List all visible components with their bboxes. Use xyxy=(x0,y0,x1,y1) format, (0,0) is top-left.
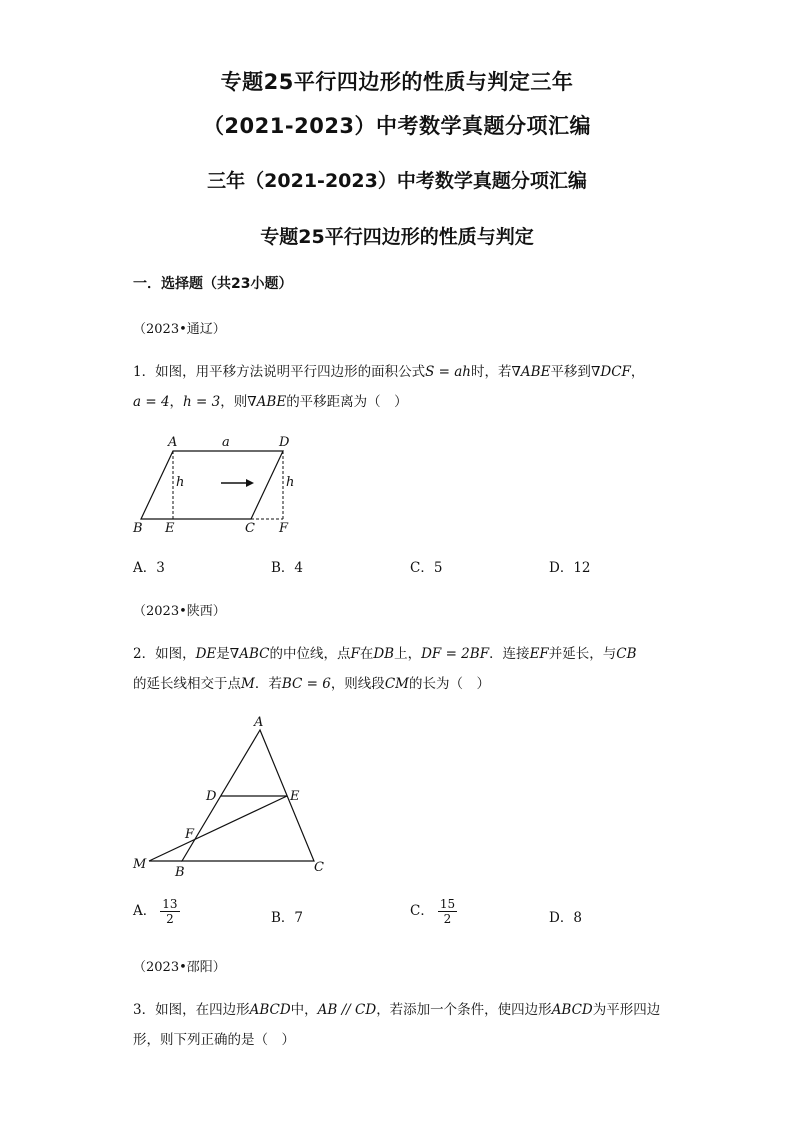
question-3-text: 3．如图，在四边形ABCD中，AB // CD，若添加一个条件，使四边形ABCD为平形四边形，则下列正确的是（ ） xyxy=(133,1002,661,1048)
label-F: F xyxy=(185,827,195,842)
question-2-option-a: A． $\frac{13}{2}$ xyxy=(133,897,178,926)
label-M: M xyxy=(133,857,147,872)
page-title-line2: （2021-2023）中考数学真题分项汇编 xyxy=(202,114,592,138)
page-title-line1: 专题25平行四边形的性质与判定三年 xyxy=(220,70,574,94)
section-heading: 一．选择题（共23小题） xyxy=(133,276,293,292)
question-1-option-d: D．12 xyxy=(549,560,591,576)
label-B: B xyxy=(175,865,185,880)
question-2-option-c: C． $\frac{15}{2}$ xyxy=(410,897,456,926)
label-B: B xyxy=(133,521,143,534)
fraction-15-2: $\frac{15}{2}$ xyxy=(439,897,456,926)
question-3-source: （2023•邵阳） xyxy=(133,960,226,975)
question-2-figure xyxy=(128,712,338,880)
question-1-text: 1．如图，用平移方法说明平行四边形的面积公式S = ah时，若∇ABE平移到∇DCF， a = 4，h = 3，则∇ABE的平移距离为（ ） xyxy=(133,364,645,410)
label-F: F xyxy=(279,521,289,534)
label-h-left: h xyxy=(176,475,185,490)
page-subtitle-2: 专题25平行四边形的性质与判定 xyxy=(260,226,534,248)
label-E: E xyxy=(165,521,175,534)
question-1-option-b: B．4 xyxy=(271,560,304,576)
label-D: D xyxy=(206,789,217,804)
question-2-option-d: D．8 xyxy=(549,910,582,926)
question-1-figure xyxy=(128,432,308,534)
question-1-option-a: A．3 xyxy=(133,560,165,576)
arrow-right-icon xyxy=(246,479,254,487)
question-1-source: （2023•通辽） xyxy=(133,322,226,337)
question-2-source: （2023•陕西） xyxy=(133,604,226,619)
segment-me xyxy=(149,796,287,861)
question-2-option-b: B．7 xyxy=(271,910,304,926)
label-D: D xyxy=(279,435,290,450)
label-C: C xyxy=(245,521,255,534)
question-2-text: 2．如图，DE是∇ABC的中位线，点F在DB上，DF = 2BF．连接EF并延长，与CB 的延长线相交于点M．若BC = 6，则线段CM的长为（ ） xyxy=(133,646,637,692)
label-A: A xyxy=(168,435,178,450)
page-subtitle-1: 三年（2021-2023）中考数学真题分项汇编 xyxy=(207,170,587,192)
label-a: a xyxy=(222,435,230,450)
label-E: E xyxy=(290,789,300,804)
label-C: C xyxy=(314,860,324,875)
parallelogram-abcd xyxy=(141,451,283,519)
fraction-13-2: $\frac{13}{2}$ xyxy=(162,897,178,926)
label-h-right: h xyxy=(286,475,295,490)
label-A: A xyxy=(254,715,264,730)
question-1-option-c: C．5 xyxy=(410,560,443,576)
